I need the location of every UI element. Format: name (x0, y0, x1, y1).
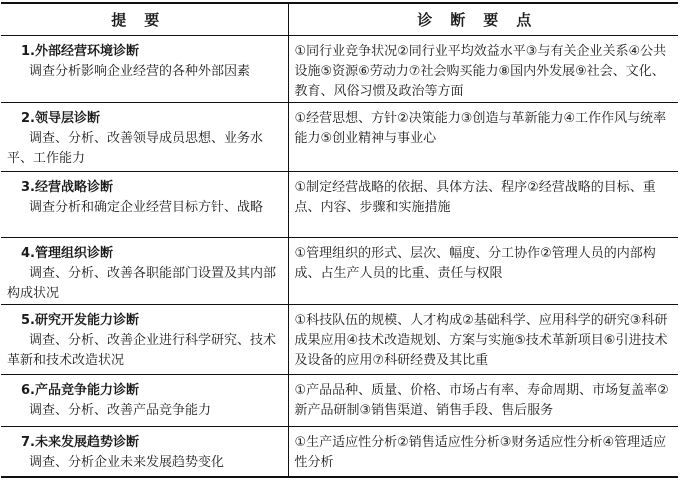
key-points-cell: ①产品品种、质量、价格、市场占有率、寿命周期、市场复盖率②新产品研制③销售渠道、销售手段、售后服务 (288, 375, 678, 427)
key-points-cell: ①生产适应性分析②销售适应性分析③财务适应性分析④管理适应性分析 (288, 427, 678, 477)
row-description: 调查、分析、改善领导成员思想、业务水平、工作能力 (7, 131, 264, 166)
row-title: 5.研究开发能力诊断 (21, 313, 139, 328)
row-description: 调查、分析、改善各职能部门设置及其内部构成状况 (7, 266, 277, 301)
row-title: 7.未来发展趋势诊断 (21, 435, 139, 450)
outline-cell (1, 36, 288, 103)
outline-cell (1, 305, 288, 375)
outline-cell (1, 103, 288, 172)
row-description: 调查分析和确定企业经营目标方针、战略 (29, 200, 264, 215)
table-row (1, 305, 678, 375)
outline-cell (1, 375, 288, 427)
table-row (1, 427, 678, 477)
header-outline: 提要 (1, 3, 288, 36)
table-row (1, 375, 678, 427)
key-points-cell: ①制定经营战略的依据、具体方法、程序②经营战略的目标、重点、内容、步骤和实施措施 (288, 172, 678, 238)
outline-cell (1, 238, 288, 305)
table-row (1, 238, 678, 305)
table-row (1, 103, 678, 172)
row-title: 1.外部经营环境诊断 (21, 44, 139, 59)
row-description: 调查、分析企业未来发展趋势变化 (29, 455, 225, 470)
row-description: 调查分析影响企业经营的各种外部因素 (29, 64, 251, 79)
key-points-cell: ①同行业竞争状况②同行业平均效益水平③与有关企业关系④公共设施⑤资源⑥劳动力⑦社会购买能力⑧国内外发展⑨社会、文化、教育、风俗习惯及政治等方面 (288, 36, 678, 103)
key-points-cell: ①管理组织的形式、层次、幅度、分工协作②管理人员的内部构成、占生产人员的比重、责任与权限 (288, 238, 678, 305)
key-points-cell: ①经营思想、方针②决策能力③创造与革新能力④工作作风与统率能力⑤创业精神与事业心 (288, 103, 678, 172)
row-description: 调查、分析、改善产品竞争能力 (29, 403, 212, 418)
row-title: 6.产品竞争能力诊断 (21, 383, 139, 398)
table-row (1, 36, 678, 103)
key-points-cell: ①科技队伍的规模、人才构成②基础科学、应用科学的研究③科研成果应用④技术改造规划、方案与实施⑤技术革新项目⑥引进技术及设备的应用⑦科研经费及其比重 (288, 305, 678, 375)
row-description: 调查、分析、改善企业进行科学研究、技术革新和技术改造状况 (7, 333, 277, 368)
header-row (1, 3, 678, 36)
header-key-points: 诊断要点 (288, 3, 678, 36)
row-title: 2.领导层诊断 (21, 111, 100, 126)
diagnosis-table (1, 2, 678, 478)
row-title: 4.管理组织诊断 (21, 246, 113, 261)
outline-cell (1, 427, 288, 477)
outline-cell (1, 172, 288, 238)
row-title: 3.经营战略诊断 (21, 180, 113, 195)
table-row (1, 172, 678, 238)
